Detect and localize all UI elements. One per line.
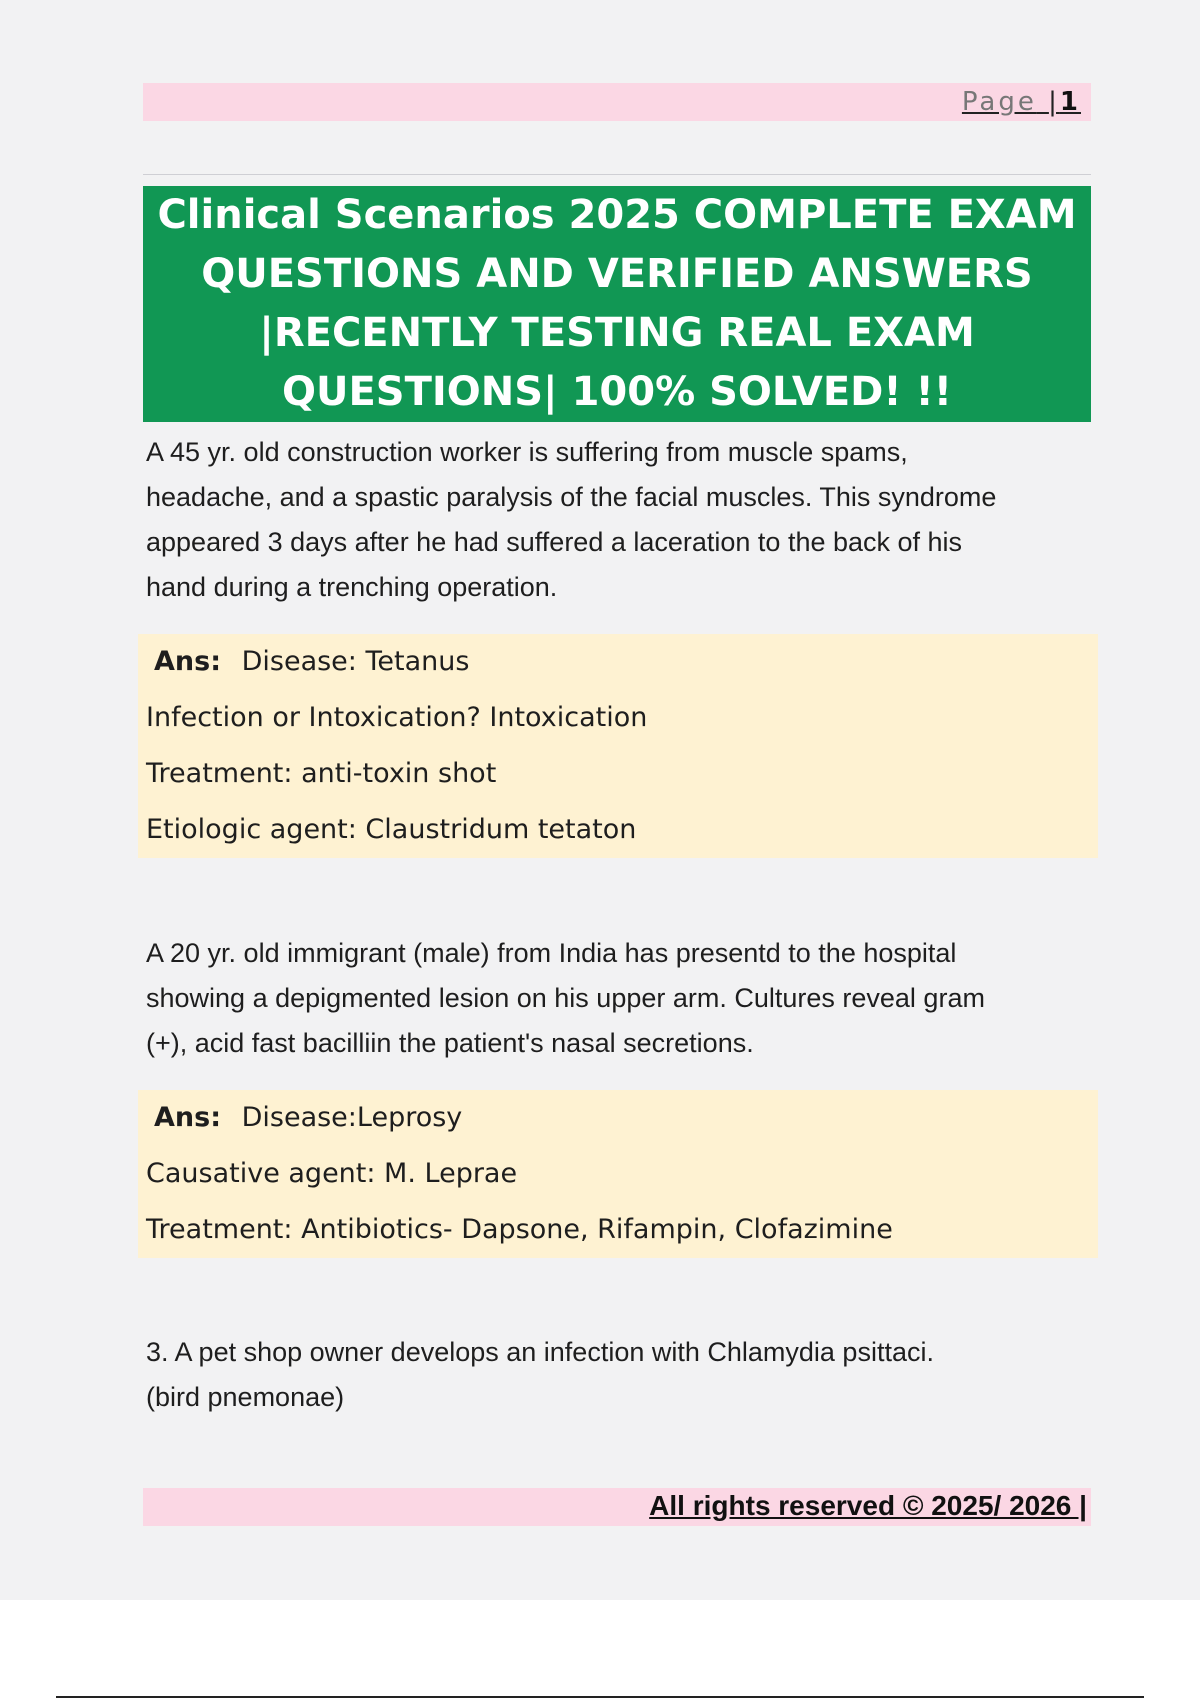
answer-line [146,634,1098,690]
question-line: hand during a trenching operation. [146,572,558,602]
question-3 [146,1330,1086,1420]
answer-line: Treatment: Antibiotics- Dapsone, Rifampin, Clofazimine [146,1214,893,1245]
question-line: A 45 yr. old construction worker is suffering from muscle spams, [146,437,908,467]
page-number-label [962,87,1081,117]
question-2 [146,931,1086,1066]
answer-label: Ans: [154,646,221,677]
document-title [143,186,1091,422]
answer-label: Ans: [154,1102,221,1133]
page-label: Page [961,87,1037,117]
copyright-notice: All rights reserved © 2025/ 2026 | [649,1490,1087,1521]
answer-box-2 [138,1090,1098,1258]
title-line: |RECENTLY TESTING REAL EXAM [259,310,975,356]
question-1 [146,430,1086,610]
answer-line: Etiologic agent: Claustridum tetaton [146,814,637,845]
page-number: 1 [1059,87,1081,117]
answer-text: Disease:Leprosy [241,1102,463,1133]
question-line: 3. A pet shop owner develops an infection with Chlamydia psittaci. [146,1337,934,1367]
title-line: Clinical Scenarios 2025 COMPLETE EXAM [157,192,1077,238]
answer-box-1 [138,634,1098,858]
question-line: (bird pnemonae) [146,1382,345,1412]
page-separator: | [1048,87,1060,117]
title-line: QUESTIONS| 100% SOLVED! !! [281,369,953,415]
question-line: (+), acid fast bacilliin the patient's nasal secretions. [146,1028,754,1058]
page-header-band [143,83,1091,121]
answer-line: Treatment: anti-toxin shot [146,758,497,789]
title-line: QUESTIONS AND VERIFIED ANSWERS [201,251,1033,297]
header-divider [143,174,1091,175]
bottom-divider [56,1696,1144,1698]
answer-text: Disease: Tetanus [241,646,470,677]
page-footer-band [143,1488,1091,1526]
question-line: headache, and a spastic paralysis of the facial muscles. This syndrome [146,482,997,512]
question-line: showing a depigmented lesion on his upper arm. Cultures reveal gram [146,983,985,1013]
question-line: appeared 3 days after he had suffered a laceration to the back of his [146,527,963,557]
answer-line [146,1090,1098,1146]
answer-line: Infection or Intoxication? Intoxication [146,702,648,733]
question-line: A 20 yr. old immigrant (male) from India has presentd to the hospital [146,938,957,968]
answer-line: Causative agent: M. Leprae [146,1158,518,1189]
